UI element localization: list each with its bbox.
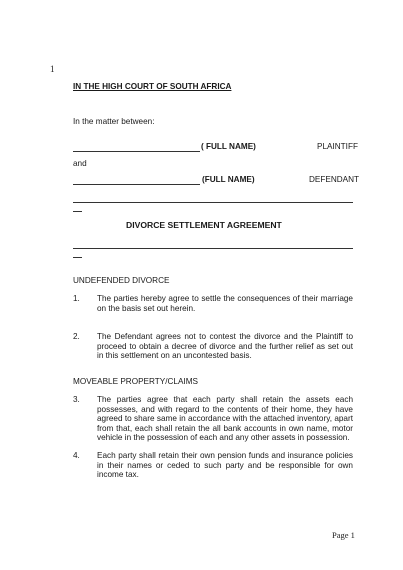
page-number-top: 1 <box>50 64 55 74</box>
defendant-role: DEFENDANT <box>309 175 360 184</box>
matter-between-label: In the matter between: <box>73 117 155 126</box>
clause-number-4: 4. <box>73 451 80 460</box>
clause-text-2: The Defendant agrees not to contest the divorce and the Plaintiff to proceed to obtain a decree of divorce and the further relief as set out in this settlement on an uncontested basis. <box>97 332 353 361</box>
court-heading: IN THE HIGH COURT OF SOUTH AFRICA <box>73 82 232 91</box>
clause-number-1: 1. <box>73 294 80 303</box>
and-text: and <box>73 159 87 168</box>
clause-number-3: 3. <box>73 395 80 404</box>
section-heading-moveable-property: MOVEABLE PROPERTY/CLAIMS <box>73 377 198 386</box>
plaintiff-name-field: ( FULL NAME) <box>201 142 256 151</box>
clause-text-1: The parties hereby agree to settle the consequences of their marriage on the basis set out herein. <box>97 294 353 313</box>
separator-line-top <box>73 202 353 203</box>
defendant-name-line <box>73 184 200 185</box>
plaintiff-role: PLAINTIFF <box>317 142 358 151</box>
separator-line-bottom <box>73 248 353 249</box>
section-heading-undefended-divorce: UNDEFENDED DIVORCE <box>73 276 170 285</box>
separator-stub-bottom <box>73 257 82 258</box>
clause-text-3: The parties agree that each party shall retain the assets each possesses, and with regard to the contents of their home, they have agreed to share same in accordance with the attached inventory, apart from that, each shall retain the all bank accounts in own name, motor vehicle in the possession of each and any other assets in possession. <box>97 395 353 443</box>
defendant-name-field: (FULL NAME) <box>202 175 255 184</box>
plaintiff-name-line <box>73 151 200 152</box>
separator-stub-top <box>73 211 82 212</box>
clause-number-2: 2. <box>73 332 80 341</box>
document-title: DIVORCE SETTLEMENT AGREEMENT <box>126 220 282 230</box>
footer-page-number: Page 1 <box>332 530 355 540</box>
clause-text-4: Each party shall retain their own pension funds and insurance policies in their names or ceded to such party and be responsible for own income tax. <box>97 451 353 480</box>
